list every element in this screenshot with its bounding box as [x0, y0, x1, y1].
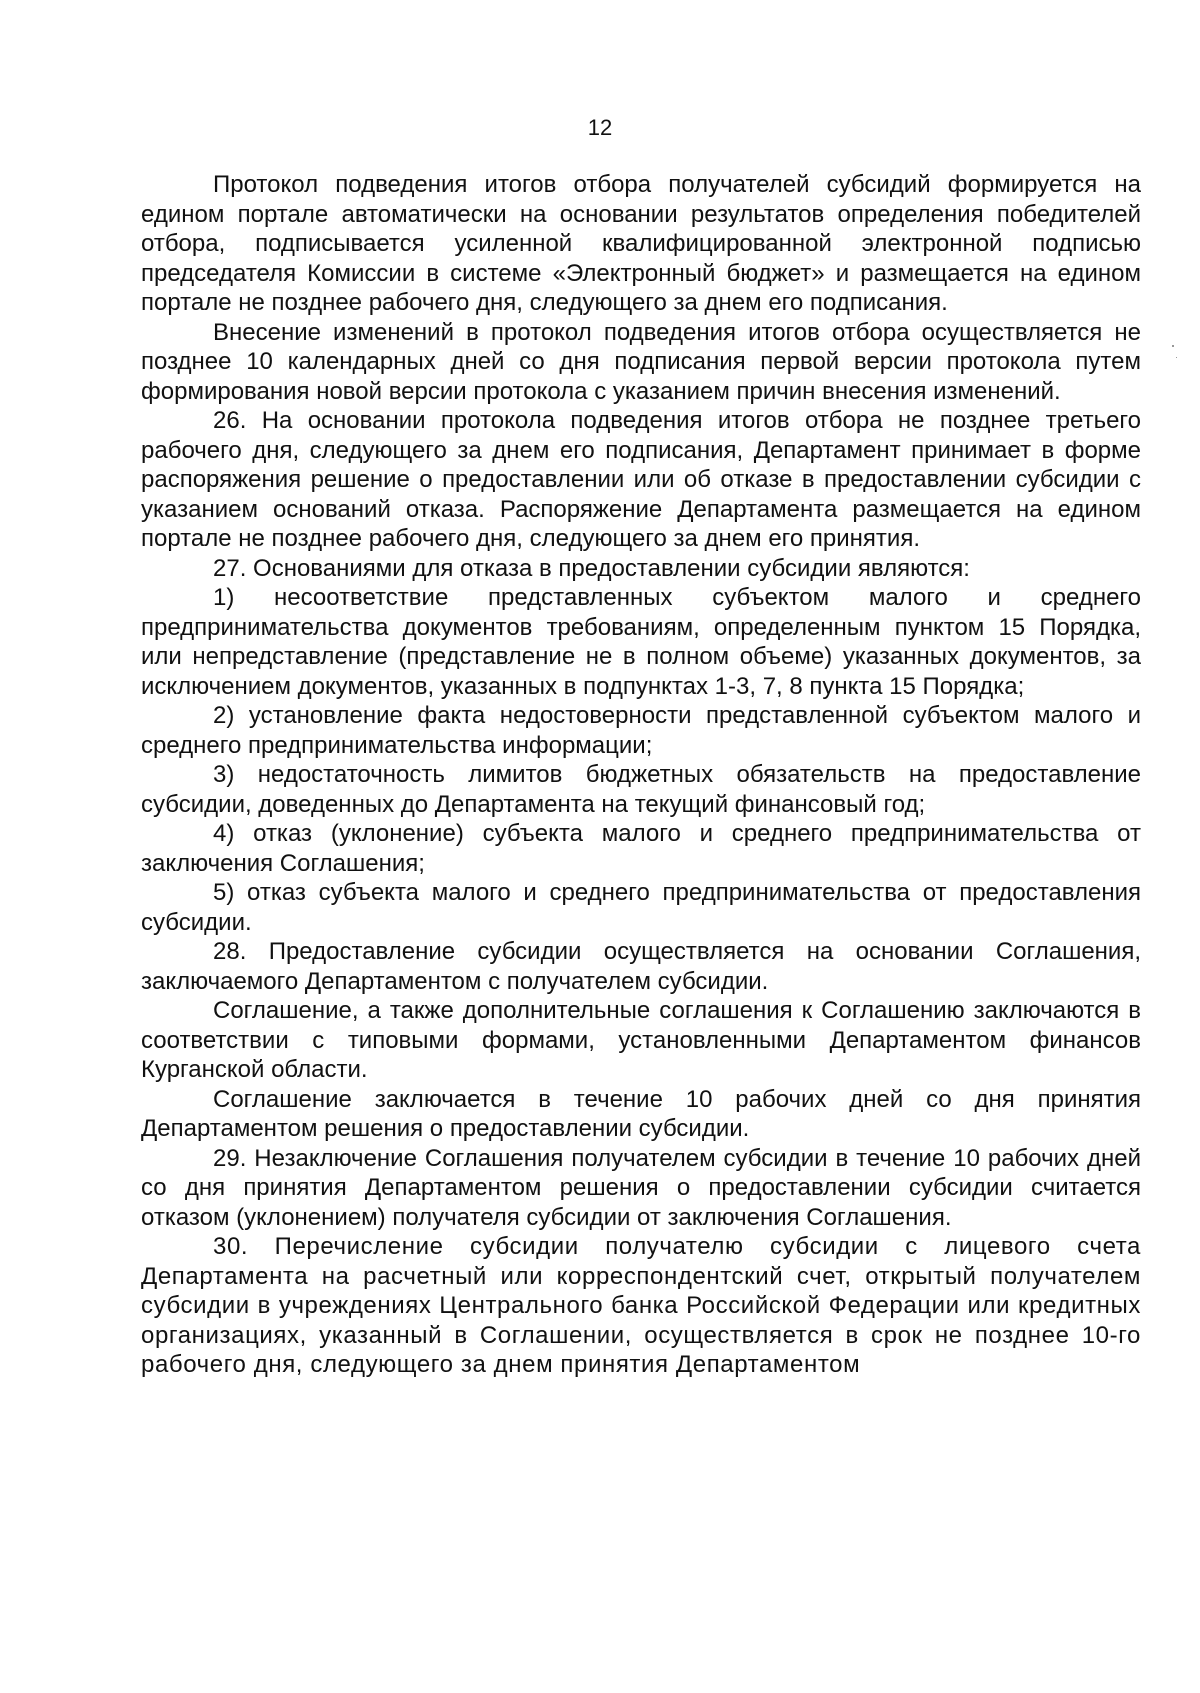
paragraph-item-27-5: 5) отказ субъекта малого и среднего предпринимательства от предоставления субсидии. — [141, 879, 1141, 936]
paragraph-item-27-2: 2) установление факта недостоверности представленной субъектом малого и среднего предпринимательства информации; — [141, 702, 1141, 759]
paragraph-item-26: 26. На основании протокола подведения итогов отбора не позднее третьего рабочего дня, следующего за днем его подписания, Департамент принимает в форме распоряжения решение о предоставлении или об отказе в предоставлении субсидии с указанием оснований отказа. Распоряжение Департамента размещается на едином портале не позднее рабочего дня, следующего за днем его принятия. — [141, 407, 1141, 552]
paragraph-item-29: 29. Незаключение Соглашения получателем субсидии в течение 10 рабочих дней со дня принятия Департаментом решения о предоставлении субсидии считается отказом (уклонением) получателя субсидии от заключения Соглашения. — [141, 1144, 1141, 1231]
paragraph-protocol-formation: Протокол подведения итогов отбора получателей субсидий формируется на едином портале автоматически на основании результатов определения победителей отбора, подписывается усиленной квалифицированной электронной подписью председателя Комиссии в системе «Электронный бюджет» и размещается на едином портале не позднее рабочего дня, следующего за днем его подписания. — [141, 171, 1141, 316]
paragraph-item-27: 27. Основаниями для отказа в предоставлении субсидии являются: — [213, 554, 970, 582]
paragraph-agreement-forms: Соглашение, а также дополнительные соглашения к Соглашению заключаются в соответствии с типовыми формами, установленными Департаментом финансов Курганской области. — [141, 997, 1141, 1083]
scan-speck — [1176, 357, 1177, 358]
paragraph-agreement-term: Соглашение заключается в течение 10 рабочих дней со дня принятия Департаментом решения о предоставлении субсидии. — [141, 1085, 1141, 1142]
paragraph-protocol-amendments: Внесение изменений в протокол подведения итогов отбора осуществляется не позднее 10 календарных дней со дня подписания первой версии протокола путем формирования новой версии протокола с указанием причин внесения изменений. — [141, 318, 1141, 405]
page-number: 12 — [587, 115, 613, 140]
paragraph-item-28: 28. Предоставление субсидии осуществляется на основании Соглашения, заключаемого Департаментом с получателем субсидии. — [141, 938, 1141, 995]
paragraph-item-27-4: 4) отказ (уклонение) субъекта малого и среднего предпринимательства от заключения Соглашения; — [141, 820, 1141, 877]
document-body — [141, 170, 1141, 1380]
scan-speck — [1172, 345, 1174, 347]
paragraph-item-27-1: 1) несоответствие представленных субъектом малого и среднего предпринимательства документов требованиям, определенным пунктом 15 Порядка, или непредставление (представление не в полном объеме) указанных документов, за исключением документов, указанных в подпунктах 1-3, 7, 8 пункта 15 Порядка; — [141, 584, 1141, 700]
paragraph-item-30: 30. Перечисление субсидии получателю субсидии с лицевого счета Департамента на расчетный или корреспондентский счет, открытый получателем субсидии в учреждениях Центрального банка Российской Федерации или кредитных организациях, указанный в Соглашении, осуществляется в срок не позднее 10-го рабочего дня, следующего за днем принятия Департаментом — [141, 1233, 1141, 1378]
paragraph-item-27-3: 3) недостаточность лимитов бюджетных обязательств на предоставление субсидии, доведенных до Департамента на текущий финансовый год; — [141, 761, 1141, 818]
